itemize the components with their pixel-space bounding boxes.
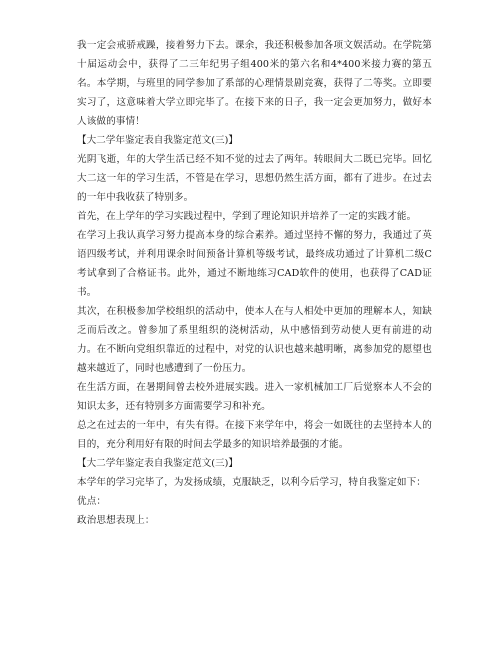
section-heading-3a: 【大二学年鉴定表自我鉴定范文(三)】: [77, 135, 238, 146]
paragraph-year-end: 本学年的学习完毕了，为发扬成绩，克服缺乏，以利今后学习，特自我鉴定如下：: [77, 477, 426, 488]
paragraph-first: 首先，在上学年的学习实践过程中，学到了理论知识并培养了一定的实践才能。: [77, 211, 417, 222]
document-body: [77, 36, 432, 530]
label-strengths: 优点：: [77, 496, 107, 507]
paragraph-activities: 我一定会戒骄戒躁，接着努力下去。课余，我还积极参加各项文娱活动。在学院第十届运动会中，获得了二三年纪男子组400米的第六名和4*400米接力赛的第五名。本学期，与班里的同学参加了系部的心理情景剧竞赛，获得了二等奖。立即要实习了，这意味着大学立即完毕了。在接下来的日子，我一定会更加努力，做好本人该做的事情！: [77, 40, 432, 127]
section-heading-3b: 【大二学年鉴定表自我鉴定范文(三)】: [77, 458, 238, 469]
paragraph-intro: 光阴飞逝，年的大学生活已经不知不觉的过去了两年。转眼间大二既已完毕。回忆大二这一年的学习生活，不管是在学习，思想仍然生活方面，都有了进步。在过去的一年中我收获了特别多。: [77, 154, 432, 203]
paragraph-summary: 总之在过去的一年中，有失有得。在接下来学年中，将会一如既往的去坚持本人的目的，充分利用好有限的时间去学最多的知识培养最强的才能。: [77, 420, 432, 450]
paragraph-life: 在生活方面，在暑期间曾去校外进展实践。进入一家机械加工厂后觉察本人不会的知识太多，还有特别多方面需要学习和补充。: [77, 382, 432, 412]
label-political: 政治思想表现上：: [77, 515, 155, 526]
paragraph-second: 其次，在积极参加学校组织的活动中，使本人在与人相处中更加的理解本人，知缺乏而后改之。曾参加了系里组织的浇树活动，从中感悟到劳动使人更有前进的动力。在不断向党组织靠近的过程中，对党的认识也越来越明晰，离参加党的愿望也越来越近了，同时也感遭到了一份压力。: [77, 306, 432, 374]
paragraph-study: 在学习上我认真学习努力提高本身的综合素养。通过坚持不懈的努力，我通过了英语四级考试，并利用课余时间预备计算机等级考试，最终成功通过了计算机二级C考试拿到了合格证书。此外，通过不断地练习CAD软件的使用，也获得了CAD证书。: [77, 230, 432, 298]
